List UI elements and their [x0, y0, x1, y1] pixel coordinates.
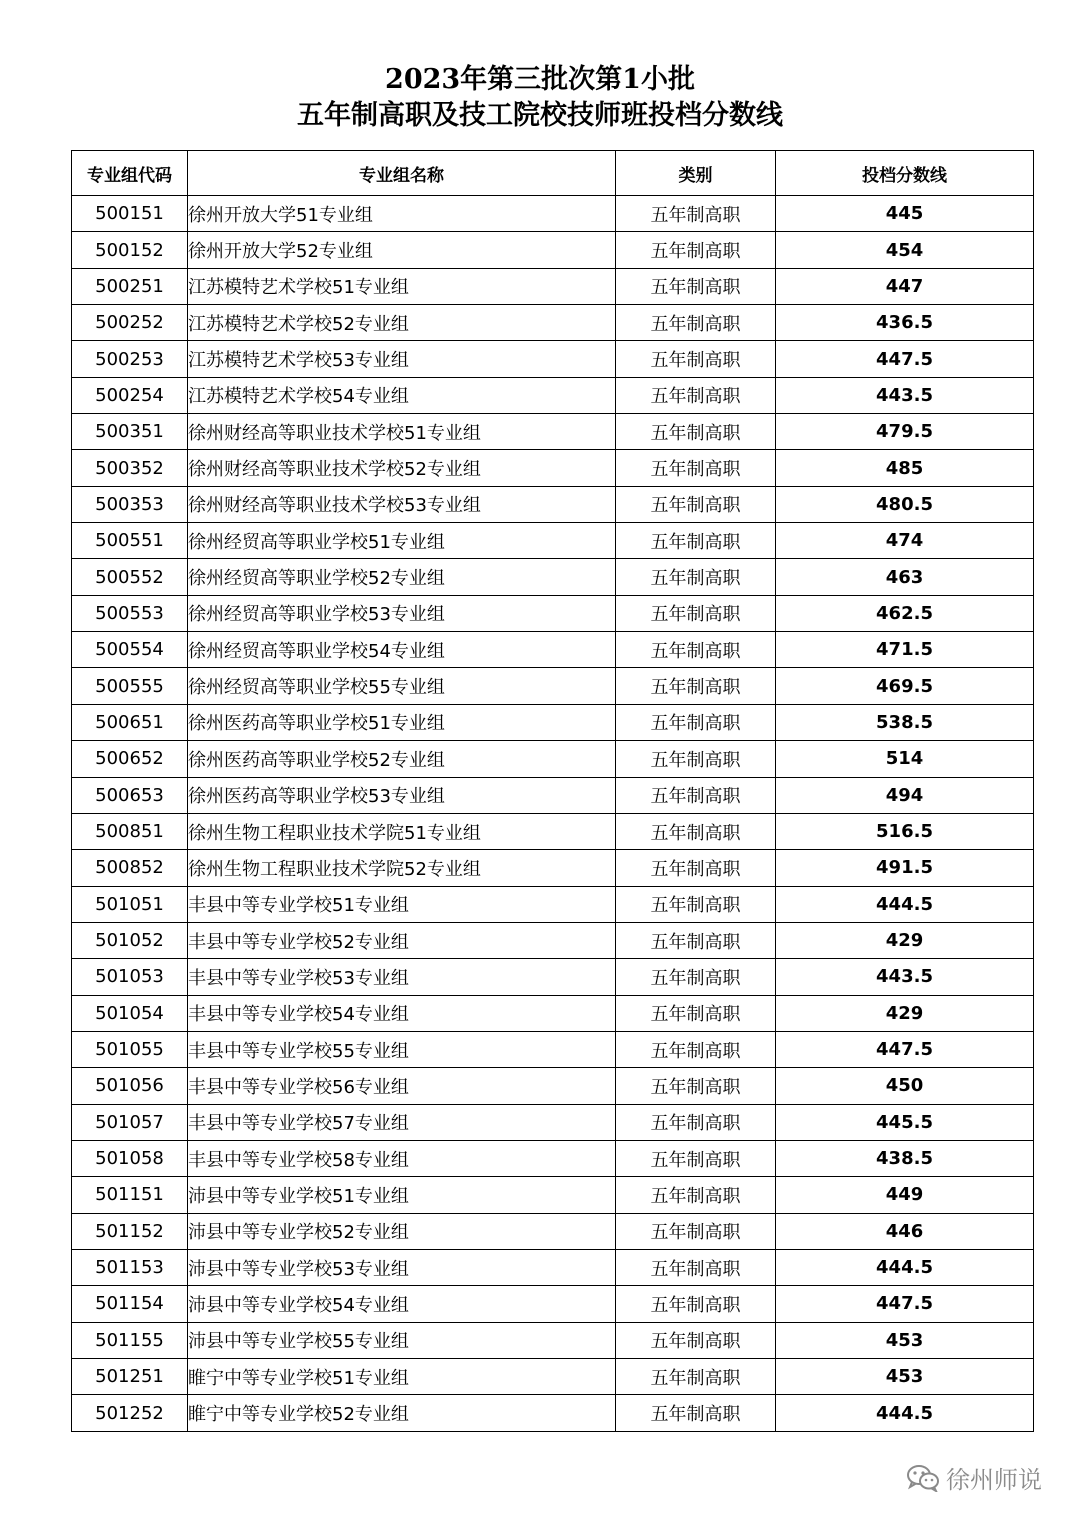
- table-row: [72, 559, 1034, 595]
- cell-cat: 五年制高职: [616, 886, 776, 922]
- cell-score: 491.5: [776, 850, 1034, 886]
- table-row: [72, 886, 1034, 922]
- cell-cat: 五年制高职: [616, 1140, 776, 1176]
- table-row: [72, 486, 1034, 522]
- cell-score: 494: [776, 777, 1034, 813]
- cell-cat: 五年制高职: [616, 341, 776, 377]
- cell-cat: 五年制高职: [616, 1322, 776, 1358]
- cell-score: 462.5: [776, 595, 1034, 631]
- cell-score: 453: [776, 1322, 1034, 1358]
- cell-code: 501152: [72, 1213, 188, 1249]
- cell-code: 500152: [72, 232, 188, 268]
- cell-code: 501155: [72, 1322, 188, 1358]
- cell-score: 429: [776, 922, 1034, 958]
- table-row: [72, 595, 1034, 631]
- cell-name: 徐州经贸高等职业学校54专业组: [188, 632, 616, 668]
- table-row: [72, 450, 1034, 486]
- table-row: [72, 959, 1034, 995]
- table-row: [72, 377, 1034, 413]
- cell-name: 徐州经贸高等职业学校55专业组: [188, 668, 616, 704]
- cell-score: 429: [776, 995, 1034, 1031]
- title-line-2: 五年制高职及技工院校技师班投档分数线: [297, 100, 783, 131]
- cell-score: 447.5: [776, 1031, 1034, 1067]
- table-row: [72, 523, 1034, 559]
- cell-cat: 五年制高职: [616, 1249, 776, 1285]
- table-row: [72, 1104, 1034, 1140]
- cell-name: 丰县中等专业学校57专业组: [188, 1104, 616, 1140]
- cell-score: 447.5: [776, 341, 1034, 377]
- cell-cat: 五年制高职: [616, 1104, 776, 1140]
- cell-code: 501054: [72, 995, 188, 1031]
- cell-score: 474: [776, 523, 1034, 559]
- table-header-row: [72, 151, 1034, 196]
- cell-name: 徐州财经高等职业技术学校52专业组: [188, 450, 616, 486]
- table-row: [72, 1213, 1034, 1249]
- cell-name: 徐州医药高等职业学校53专业组: [188, 777, 616, 813]
- cell-score: 469.5: [776, 668, 1034, 704]
- cell-score: 438.5: [776, 1140, 1034, 1176]
- cell-score: 446: [776, 1213, 1034, 1249]
- table-row: [72, 1286, 1034, 1322]
- cell-code: 500151: [72, 196, 188, 232]
- cell-score: 471.5: [776, 632, 1034, 668]
- table-row: [72, 1177, 1034, 1213]
- cell-name: 沛县中等专业学校51专业组: [188, 1177, 616, 1213]
- cell-cat: 五年制高职: [616, 704, 776, 740]
- cell-code: 500852: [72, 850, 188, 886]
- cell-name: 徐州生物工程职业技术学院51专业组: [188, 813, 616, 849]
- cell-name: 沛县中等专业学校55专业组: [188, 1322, 616, 1358]
- header-code: 专业组代码: [72, 151, 188, 196]
- cell-cat: 五年制高职: [616, 450, 776, 486]
- cell-score: 449: [776, 1177, 1034, 1213]
- cell-score: 538.5: [776, 704, 1034, 740]
- table-row: [72, 813, 1034, 849]
- cell-name: 徐州财经高等职业技术学校53专业组: [188, 486, 616, 522]
- watermark: [906, 1460, 1042, 1495]
- cell-score: 516.5: [776, 813, 1034, 849]
- cell-cat: 五年制高职: [616, 414, 776, 450]
- table-row: [72, 668, 1034, 704]
- cell-name: 江苏模特艺术学校53专业组: [188, 341, 616, 377]
- cell-name: 徐州经贸高等职业学校52专业组: [188, 559, 616, 595]
- cell-code: 501056: [72, 1068, 188, 1104]
- table-row: [72, 1359, 1034, 1395]
- cell-cat: 五年制高职: [616, 668, 776, 704]
- cell-score: 445.5: [776, 1104, 1034, 1140]
- cell-cat: 五年制高职: [616, 1177, 776, 1213]
- cell-score: 453: [776, 1359, 1034, 1395]
- cell-cat: 五年制高职: [616, 1395, 776, 1431]
- cell-code: 500651: [72, 704, 188, 740]
- cell-name: 徐州开放大学52专业组: [188, 232, 616, 268]
- table-row: [72, 704, 1034, 740]
- cell-cat: 五年制高职: [616, 232, 776, 268]
- cell-cat: 五年制高职: [616, 559, 776, 595]
- cell-name: 丰县中等专业学校52专业组: [188, 922, 616, 958]
- cell-cat: 五年制高职: [616, 268, 776, 304]
- cell-code: 500253: [72, 341, 188, 377]
- cell-name: 丰县中等专业学校56专业组: [188, 1068, 616, 1104]
- table-row: [72, 1249, 1034, 1285]
- cell-code: 501153: [72, 1249, 188, 1285]
- cell-name: 丰县中等专业学校55专业组: [188, 1031, 616, 1067]
- cell-code: 500554: [72, 632, 188, 668]
- cell-cat: 五年制高职: [616, 741, 776, 777]
- table-row: [72, 232, 1034, 268]
- cell-cat: 五年制高职: [616, 922, 776, 958]
- cell-name: 沛县中等专业学校52专业组: [188, 1213, 616, 1249]
- cell-code: 500353: [72, 486, 188, 522]
- cell-code: 500552: [72, 559, 188, 595]
- cell-cat: 五年制高职: [616, 523, 776, 559]
- cell-cat: 五年制高职: [616, 995, 776, 1031]
- header-category: 类别: [616, 151, 776, 196]
- cell-code: 500652: [72, 741, 188, 777]
- cell-code: 501058: [72, 1140, 188, 1176]
- cell-cat: 五年制高职: [616, 1213, 776, 1249]
- table-row: [72, 414, 1034, 450]
- table-row: [72, 922, 1034, 958]
- cell-code: 500851: [72, 813, 188, 849]
- cell-name: 丰县中等专业学校54专业组: [188, 995, 616, 1031]
- cell-code: 500551: [72, 523, 188, 559]
- document-title: [0, 62, 1080, 134]
- cell-cat: 五年制高职: [616, 595, 776, 631]
- cell-code: 500351: [72, 414, 188, 450]
- cell-cat: 五年制高职: [616, 1068, 776, 1104]
- cell-code: 501055: [72, 1031, 188, 1067]
- cell-score: 444.5: [776, 886, 1034, 922]
- table-row: [72, 632, 1034, 668]
- table-row: [72, 777, 1034, 813]
- table-row: [72, 995, 1034, 1031]
- cell-cat: 五年制高职: [616, 377, 776, 413]
- table-row: [72, 741, 1034, 777]
- cell-name: 徐州生物工程职业技术学院52专业组: [188, 850, 616, 886]
- cell-code: 501154: [72, 1286, 188, 1322]
- watermark-text: 徐州师说: [946, 1466, 1042, 1494]
- cell-code: 500352: [72, 450, 188, 486]
- cell-code: 501252: [72, 1395, 188, 1431]
- cell-name: 丰县中等专业学校53专业组: [188, 959, 616, 995]
- cell-code: 500653: [72, 777, 188, 813]
- cell-code: 501052: [72, 922, 188, 958]
- cell-code: 500254: [72, 377, 188, 413]
- cell-cat: 五年制高职: [616, 632, 776, 668]
- cell-code: 501057: [72, 1104, 188, 1140]
- score-table: [71, 150, 1034, 1432]
- cell-score: 480.5: [776, 486, 1034, 522]
- table-row: [72, 1068, 1034, 1104]
- cell-code: 501151: [72, 1177, 188, 1213]
- table-row: [72, 268, 1034, 304]
- cell-code: 501051: [72, 886, 188, 922]
- header-name: 专业组名称: [188, 151, 616, 196]
- cell-score: 436.5: [776, 305, 1034, 341]
- cell-cat: 五年制高职: [616, 1031, 776, 1067]
- cell-score: 514: [776, 741, 1034, 777]
- table-row: [72, 1395, 1034, 1431]
- cell-score: 447: [776, 268, 1034, 304]
- cell-cat: 五年制高职: [616, 486, 776, 522]
- cell-code: 501251: [72, 1359, 188, 1395]
- cell-cat: 五年制高职: [616, 196, 776, 232]
- table-row: [72, 850, 1034, 886]
- table-row: [72, 1031, 1034, 1067]
- cell-cat: 五年制高职: [616, 305, 776, 341]
- cell-score: 485: [776, 450, 1034, 486]
- cell-cat: 五年制高职: [616, 1359, 776, 1395]
- cell-score: 454: [776, 232, 1034, 268]
- cell-cat: 五年制高职: [616, 850, 776, 886]
- header-score: 投档分数线: [776, 151, 1034, 196]
- table-row: [72, 341, 1034, 377]
- cell-score: 444.5: [776, 1395, 1034, 1431]
- cell-name: 丰县中等专业学校51专业组: [188, 886, 616, 922]
- cell-name: 沛县中等专业学校54专业组: [188, 1286, 616, 1322]
- cell-name: 江苏模特艺术学校51专业组: [188, 268, 616, 304]
- cell-score: 445: [776, 196, 1034, 232]
- cell-name: 徐州经贸高等职业学校53专业组: [188, 595, 616, 631]
- cell-score: 450: [776, 1068, 1034, 1104]
- cell-name: 徐州开放大学51专业组: [188, 196, 616, 232]
- cell-name: 徐州财经高等职业技术学校51专业组: [188, 414, 616, 450]
- cell-code: 500553: [72, 595, 188, 631]
- cell-name: 江苏模特艺术学校52专业组: [188, 305, 616, 341]
- cell-score: 447.5: [776, 1286, 1034, 1322]
- cell-code: 501053: [72, 959, 188, 995]
- cell-code: 500252: [72, 305, 188, 341]
- cell-score: 463: [776, 559, 1034, 595]
- cell-name: 江苏模特艺术学校54专业组: [188, 377, 616, 413]
- cell-name: 丰县中等专业学校58专业组: [188, 1140, 616, 1176]
- table-row: [72, 1140, 1034, 1176]
- cell-cat: 五年制高职: [616, 1286, 776, 1322]
- cell-score: 443.5: [776, 377, 1034, 413]
- cell-score: 444.5: [776, 1249, 1034, 1285]
- table-row: [72, 1322, 1034, 1358]
- cell-score: 443.5: [776, 959, 1034, 995]
- cell-name: 睢宁中等专业学校52专业组: [188, 1395, 616, 1431]
- cell-name: 徐州经贸高等职业学校51专业组: [188, 523, 616, 559]
- cell-name: 沛县中等专业学校53专业组: [188, 1249, 616, 1285]
- title-line-1: 2023年第三批次第1小批: [385, 64, 695, 95]
- table-row: [72, 305, 1034, 341]
- cell-name: 徐州医药高等职业学校51专业组: [188, 704, 616, 740]
- table-row: [72, 196, 1034, 232]
- cell-name: 徐州医药高等职业学校52专业组: [188, 741, 616, 777]
- cell-code: 500555: [72, 668, 188, 704]
- cell-code: 500251: [72, 268, 188, 304]
- cell-score: 479.5: [776, 414, 1034, 450]
- cell-name: 睢宁中等专业学校51专业组: [188, 1359, 616, 1395]
- wechat-icon: [906, 1464, 940, 1492]
- cell-cat: 五年制高职: [616, 777, 776, 813]
- cell-cat: 五年制高职: [616, 813, 776, 849]
- cell-cat: 五年制高职: [616, 959, 776, 995]
